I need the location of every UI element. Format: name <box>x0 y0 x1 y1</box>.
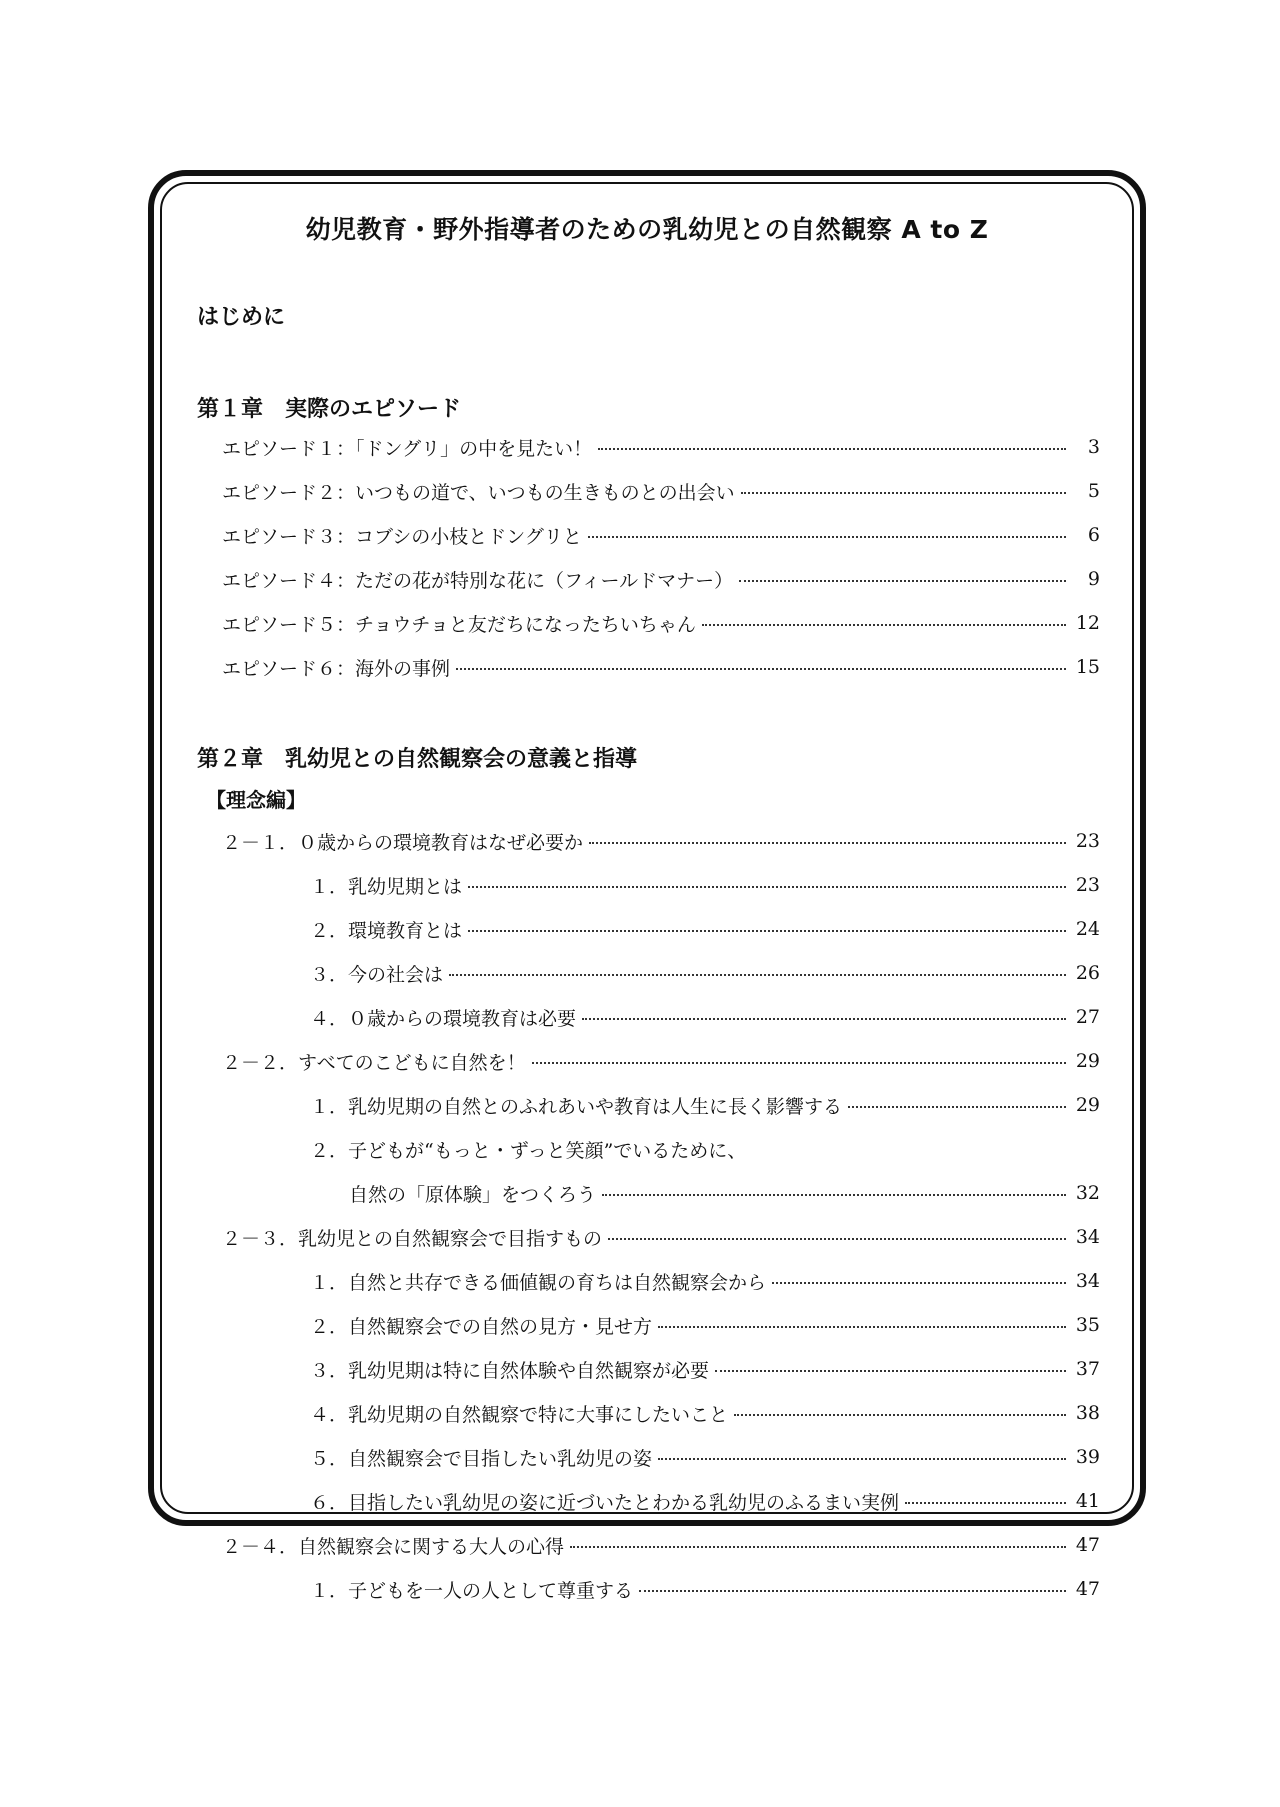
toc-entry[interactable] <box>310 958 1100 988</box>
toc-entry[interactable] <box>349 1178 1100 1208</box>
toc-entry[interactable] <box>310 870 1100 900</box>
toc-entry[interactable] <box>310 1266 1100 1296</box>
toc-entry[interactable] <box>222 1530 1100 1560</box>
dot-leader <box>589 842 1066 844</box>
document-title: 幼児教育・野外指導者のための乳幼児との自然観察 A to Z <box>305 215 989 244</box>
toc-entry-label: エピソード１：「ドングリ」の中を見たい！ <box>222 437 593 460</box>
toc-page-number: 6 <box>1087 524 1100 546</box>
dot-leader <box>905 1502 1066 1504</box>
dot-leader <box>456 668 1066 670</box>
toc-entry-label: エピソード６：海外の事例 <box>222 657 451 680</box>
dot-leader <box>449 974 1066 976</box>
toc-page-number: 38 <box>1075 1402 1100 1424</box>
toc-page-number: 34 <box>1075 1226 1100 1248</box>
toc-entry[interactable] <box>222 476 1100 506</box>
toc-entry-label: ２．環境教育とは <box>310 919 463 942</box>
toc-entry-label: ４．０歳からの環境教育は必要 <box>310 1007 577 1030</box>
dot-leader <box>468 886 1066 888</box>
dot-leader <box>532 1062 1066 1064</box>
dot-leader <box>658 1326 1066 1328</box>
toc-entry-label: １．自然と共存できる価値観の育ちは自然観察会から <box>310 1271 767 1294</box>
toc-entry[interactable] <box>310 1486 1100 1516</box>
toc-entry[interactable] <box>310 1134 1100 1164</box>
toc-page-number: 41 <box>1075 1490 1100 1512</box>
toc-entry-label: ４．乳幼児期の自然観察で特に大事にしたいこと <box>310 1403 729 1426</box>
toc-page-number: 34 <box>1075 1270 1100 1292</box>
toc-entry[interactable] <box>310 1310 1100 1340</box>
toc-page-number: 32 <box>1075 1182 1100 1204</box>
intro-heading: はじめに <box>197 305 286 330</box>
toc-entry[interactable] <box>222 1222 1100 1252</box>
toc-entry-label: ２－４．自然観察会に関する大人の心得 <box>222 1535 565 1558</box>
toc-entry-label: ２－３．乳幼児との自然観察会で目指すもの <box>222 1227 603 1250</box>
toc-entry[interactable] <box>310 1574 1100 1604</box>
toc-entry-label: エピソード２：いつもの道で、いつもの生きものとの出会い <box>222 481 735 504</box>
toc-entry[interactable] <box>310 1354 1100 1384</box>
toc-entry-label: ２－２．すべてのこどもに自然を！ <box>222 1051 526 1074</box>
toc-entry-label: エピソード４：ただの花が特別な花に（フィールドマナー） <box>222 569 734 592</box>
dot-leader <box>468 930 1066 932</box>
toc-entry[interactable] <box>310 1090 1100 1120</box>
toc-entry-label: ２．子どもが“もっと・ずっと笑顔”でいるために、 <box>310 1139 747 1162</box>
toc-page-number: 23 <box>1075 830 1100 852</box>
dot-leader <box>734 1414 1066 1416</box>
toc-page-number: 37 <box>1075 1358 1100 1380</box>
toc-entry-label: ３．今の社会は <box>310 963 444 986</box>
toc-entry[interactable] <box>222 564 1100 594</box>
dot-leader <box>608 1238 1066 1240</box>
dot-leader <box>741 492 1066 494</box>
dot-leader <box>772 1282 1066 1284</box>
toc-entry-label: エピソード５：チョウチョと友だちになったちいちゃん <box>222 613 696 636</box>
section-subheading: 【理念編】 <box>206 788 306 812</box>
dot-leader <box>598 448 1066 450</box>
toc-entry[interactable] <box>222 608 1100 638</box>
toc-entry-label: ６．目指したい乳幼児の姿に近づいたとわかる乳幼児のふるまい実例 <box>310 1491 900 1514</box>
toc-entry-label: ２－１．０歳からの環境教育はなぜ必要か <box>222 831 584 854</box>
toc-page-number: 5 <box>1087 480 1100 502</box>
toc-entry[interactable] <box>222 520 1100 550</box>
toc-entry[interactable] <box>222 826 1100 856</box>
dot-leader <box>602 1194 1066 1196</box>
dot-leader <box>658 1458 1066 1460</box>
toc-page-number: 27 <box>1075 1006 1100 1028</box>
toc-page-number: 47 <box>1075 1534 1100 1556</box>
chapter1-heading: 第１章 実際のエピソード <box>197 397 462 422</box>
dot-leader <box>639 1590 1066 1592</box>
dot-leader <box>570 1546 1066 1548</box>
toc-entry[interactable] <box>222 652 1100 682</box>
toc-entry[interactable] <box>310 1398 1100 1428</box>
toc-page-number: 29 <box>1075 1050 1100 1072</box>
toc-page-number: 24 <box>1075 918 1100 940</box>
toc-entry[interactable] <box>310 1442 1100 1472</box>
toc-page-number: 35 <box>1075 1314 1100 1336</box>
dot-leader <box>582 1018 1066 1020</box>
toc-entry[interactable] <box>310 1002 1100 1032</box>
toc-entry-label: エピソード３：コブシの小枝とドングリと <box>222 525 582 548</box>
toc-entry-label: ３．乳幼児期は特に自然体験や自然観察が必要 <box>310 1359 710 1382</box>
toc-entry[interactable] <box>310 914 1100 944</box>
dot-leader <box>715 1370 1066 1372</box>
toc-page-number: 15 <box>1075 656 1100 678</box>
toc-page-number: 29 <box>1075 1094 1100 1116</box>
dot-leader <box>588 536 1066 538</box>
toc-page-number: 47 <box>1075 1578 1100 1600</box>
toc-page-number: 12 <box>1075 612 1100 634</box>
dot-leader <box>739 580 1066 582</box>
dot-leader <box>848 1106 1066 1108</box>
toc-page-number: 9 <box>1087 568 1100 590</box>
toc-entry-label: ５．自然観察会で目指したい乳幼児の姿 <box>310 1447 653 1470</box>
toc-page-number: 39 <box>1075 1446 1100 1468</box>
dot-leader <box>702 624 1066 626</box>
toc-entry-label: 自然の「原体験」をつくろう <box>349 1183 597 1206</box>
toc-entry[interactable] <box>222 1046 1100 1076</box>
toc-entry[interactable] <box>222 432 1100 462</box>
toc-entry-label: １．乳幼児期の自然とのふれあいや教育は人生に長く影響する <box>310 1095 843 1118</box>
chapter2-heading: 第２章 乳幼児との自然観察会の意義と指導 <box>197 747 638 772</box>
toc-page-number: 26 <box>1075 962 1100 984</box>
toc-page-number: 23 <box>1075 874 1100 896</box>
toc-entry-label: １．子どもを一人の人として尊重する <box>310 1579 634 1602</box>
toc-entry-label: １．乳幼児期とは <box>310 875 463 898</box>
toc-entry-label: ２．自然観察会での自然の見方・見せ方 <box>310 1315 653 1338</box>
toc-page-number: 3 <box>1087 436 1100 458</box>
